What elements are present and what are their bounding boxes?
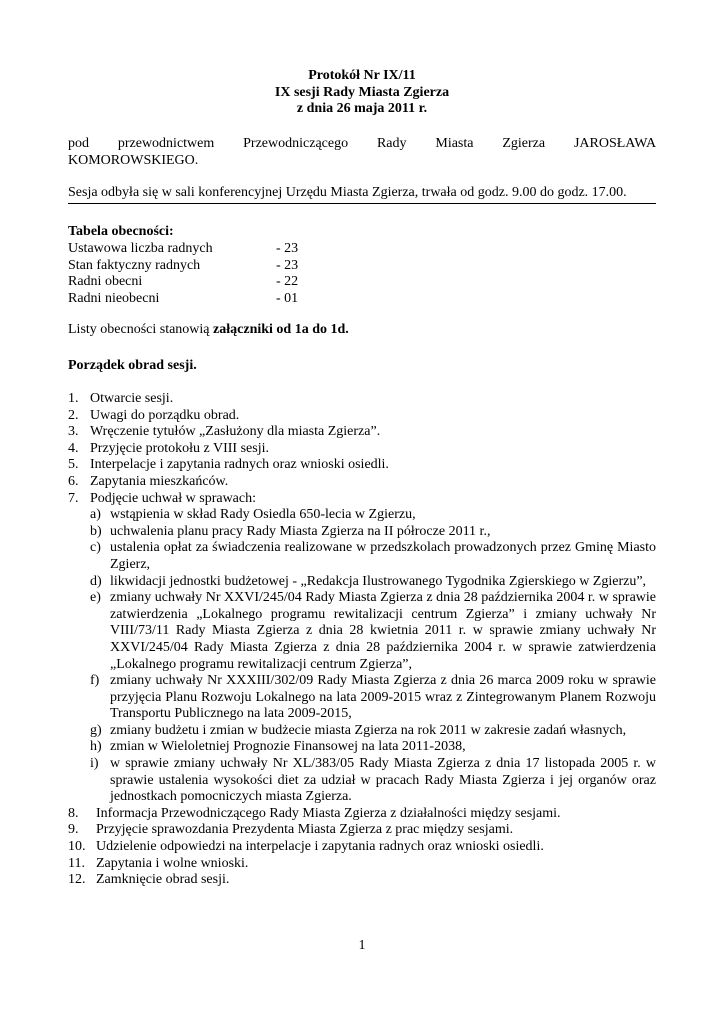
agenda-subitem-text: likwidacji jednostki budżetowej - „Redakcja Ilustrowanego Tygodnika Zgierskiego w Zgierzu”, bbox=[110, 573, 647, 589]
agenda-item-number: 4. bbox=[68, 440, 79, 456]
agenda-item bbox=[68, 806, 656, 823]
attachments-range: załączniki od 1a do 1d. bbox=[213, 322, 349, 337]
attendance-label: Stan faktyczny radnych bbox=[68, 257, 201, 273]
agenda-subitem-letter: a) bbox=[90, 507, 101, 523]
agenda-item-text: Zapytania i wolne wnioski. bbox=[96, 855, 249, 871]
agenda-subitem-text: zmiany uchwały Nr XXVI/245/04 Rady Miasta Zgierza z dnia 28 października 2004 r. w sprawie zatwierdzenia „Lokalnego programu rewitalizacji centrum Zgierza” i zmiany uchwały Nr VIII/73/11 Rady Miasta Zgierza z dnia 28 kwietnia 2011 r. w sprawie zmiany uchwały Nr XXVI/245/04 Rady Miasta Zgierza z dnia 28 października 2004 r. w sprawie zatwierdzenia „Lokalnego programu rewitalizacji centrum Zgierza”, bbox=[110, 590, 656, 672]
agenda-item-number: 7. bbox=[68, 490, 79, 506]
chair-word: Przewodniczącego bbox=[243, 136, 349, 151]
agenda-item-text: Uwagi do porządku obrad. bbox=[90, 407, 240, 423]
chair-word: Zgierza bbox=[502, 136, 546, 151]
agenda-title: Porządek obrad sesji. bbox=[68, 358, 197, 373]
session-title: IX sesji Rady Miasta Zgierza bbox=[274, 84, 450, 100]
agenda-item-text: Przyjęcie sprawozdania Prezydenta Miasta Zgierza z prac między sesjami. bbox=[96, 822, 514, 838]
attendance-row bbox=[68, 241, 368, 258]
attendance-value: - 23 bbox=[276, 241, 299, 256]
agenda-item bbox=[68, 856, 656, 873]
attendance-title: Tabela obecności: bbox=[68, 224, 174, 239]
agenda-subitem bbox=[68, 673, 656, 723]
agenda-item-text: Wręczenie tytułów „Zasłużony dla miasta Zgierza”. bbox=[90, 424, 381, 440]
agenda-item bbox=[68, 391, 656, 408]
chair-name-continuation: KOMOROWSKIEGO. bbox=[68, 153, 199, 168]
agenda-subitem bbox=[68, 507, 656, 524]
agenda-item-number: 9. bbox=[68, 822, 79, 838]
agenda-item bbox=[68, 441, 656, 458]
agenda-subitem-text: zmiany uchwały Nr XXXIII/302/09 Rady Miasta Zgierza z dnia 26 marca 2009 roku w sprawie przyjęcia Planu Rozwoju Lokalnego na lata 2009-2015 wraz z Zintegrowanym Planem Rozwoju Transportu Publicznego na lata 2009-2015, bbox=[110, 673, 656, 722]
agenda-item bbox=[68, 424, 656, 441]
agenda-item-text: Zamknięcie obrad sesji. bbox=[96, 872, 230, 888]
attendance-row bbox=[68, 291, 368, 308]
agenda-subitem bbox=[68, 524, 656, 541]
chair-word: przewodnictwem bbox=[117, 136, 215, 151]
attendance-table bbox=[68, 241, 368, 307]
agenda-item-text: Przyjęcie protokołu z VIII sesji. bbox=[90, 440, 269, 456]
attendance-value: - 22 bbox=[276, 274, 299, 290]
attendance-label: Ustawowa liczba radnych bbox=[68, 241, 213, 256]
agenda-item-number: 11. bbox=[68, 855, 85, 871]
agenda-subitem-text: wstąpienia w skład Rady Osiedla 650-lecia w Zgierzu, bbox=[110, 507, 416, 523]
agenda-item bbox=[68, 491, 656, 508]
attendance-value: - 01 bbox=[276, 290, 299, 306]
agenda-item-number: 5. bbox=[68, 457, 79, 473]
page-number: 1 bbox=[358, 938, 366, 953]
agenda-subitem bbox=[68, 574, 656, 591]
agenda-subitem-text: uchwalenia planu pracy Rady Miasta Zgierza na II półrocze 2011 r., bbox=[110, 523, 491, 539]
agenda-subitem-text: w sprawie zmiany uchwały Nr XL/383/05 Rady Miasta Zgierza z dnia 17 listopada 2005 r. w sprawie ustalenia wysokości diet za udział w pracach Rady Miasta Zgierza i jej organów oraz jednostkach pomocniczych miasta Zgierza. bbox=[110, 756, 656, 805]
agenda-item-number: 8. bbox=[68, 805, 79, 821]
session-info: Sesja odbyła się w sali konferencyjnej Urzędu Miasta Zgierza, trwała od godz. 9.00 do godz. 17.00. bbox=[68, 185, 656, 204]
session-date: z dnia 26 maja 2011 r. bbox=[296, 101, 428, 117]
agenda-subitem-letter: g) bbox=[90, 722, 102, 738]
agenda-item bbox=[68, 872, 656, 889]
agenda-subitem bbox=[68, 540, 656, 573]
attachments-note bbox=[68, 322, 349, 339]
agenda-item-text: Podjęcie uchwał w sprawach: bbox=[90, 490, 256, 506]
agenda-item-text: Otwarcie sesji. bbox=[90, 391, 174, 406]
agenda-subitem-letter: h) bbox=[90, 739, 102, 755]
attendance-row bbox=[68, 274, 368, 291]
agenda-subitem-letter: f) bbox=[90, 673, 100, 689]
chair-statement bbox=[68, 136, 656, 153]
chair-word: Miasta bbox=[435, 136, 474, 151]
document-header bbox=[68, 68, 656, 118]
agenda-subitem-letter: e) bbox=[90, 590, 101, 606]
attachments-text: Listy obecności stanowią bbox=[68, 322, 214, 337]
agenda-item-text: Interpelacje i zapytania radnych oraz wnioski osiedli. bbox=[90, 457, 389, 473]
agenda-item bbox=[68, 408, 656, 425]
agenda-subitem bbox=[68, 739, 656, 756]
agenda-item-text: Informacja Przewodniczącego Rady Miasta Zgierza z działalności między sesjami. bbox=[96, 805, 561, 821]
agenda-item-text: Udzielenie odpowiedzi na interpelacje i zapytania radnych oraz wnioski osiedli. bbox=[96, 839, 544, 855]
agenda-subitem-text: zmiany budżetu i zmian w budżecie miasta Zgierza na rok 2011 w zakresie zadań własnych, bbox=[110, 722, 627, 738]
agenda-subitem bbox=[68, 590, 656, 673]
agenda-subitem-letter: i) bbox=[90, 756, 99, 772]
attendance-label: Radni nieobecni bbox=[68, 290, 160, 306]
agenda-item bbox=[68, 474, 656, 491]
agenda-subitem-letter: d) bbox=[90, 573, 102, 589]
protocol-title: Protokół Nr IX/11 bbox=[308, 68, 416, 83]
agenda-subitem-text: zmian w Wieloletniej Prognozie Finansowej na lata 2011-2038, bbox=[110, 739, 466, 755]
agenda-item-text: Zapytania mieszkańców. bbox=[90, 473, 229, 489]
attendance-row bbox=[68, 258, 368, 275]
agenda-item bbox=[68, 839, 656, 856]
chair-word: pod bbox=[68, 136, 89, 151]
attendance-value: - 23 bbox=[276, 257, 299, 273]
agenda-subitem bbox=[68, 756, 656, 806]
attendance-label: Radni obecni bbox=[68, 274, 143, 290]
agenda-subitem-letter: b) bbox=[90, 523, 102, 539]
agenda-item-number: 3. bbox=[68, 424, 79, 440]
agenda-item-number: 10. bbox=[68, 839, 86, 855]
agenda-item-number: 6. bbox=[68, 473, 79, 489]
chair-word: Rady bbox=[376, 136, 407, 151]
agenda-item-number: 2. bbox=[68, 407, 79, 423]
agenda-list bbox=[68, 391, 656, 889]
agenda-subitem bbox=[68, 723, 656, 740]
agenda-item-number: 1. bbox=[68, 391, 79, 406]
agenda-subitem-letter: c) bbox=[90, 540, 101, 556]
chair-word: JAROSŁAWA bbox=[573, 136, 657, 151]
agenda-item-number: 12. bbox=[68, 872, 86, 888]
agenda-item bbox=[68, 457, 656, 474]
agenda-subitem-text: ustalenia opłat za świadczenia realizowane w przedszkolach prowadzonych przez Gminę Miasto Zgierz, bbox=[110, 540, 656, 572]
agenda-item bbox=[68, 822, 656, 839]
